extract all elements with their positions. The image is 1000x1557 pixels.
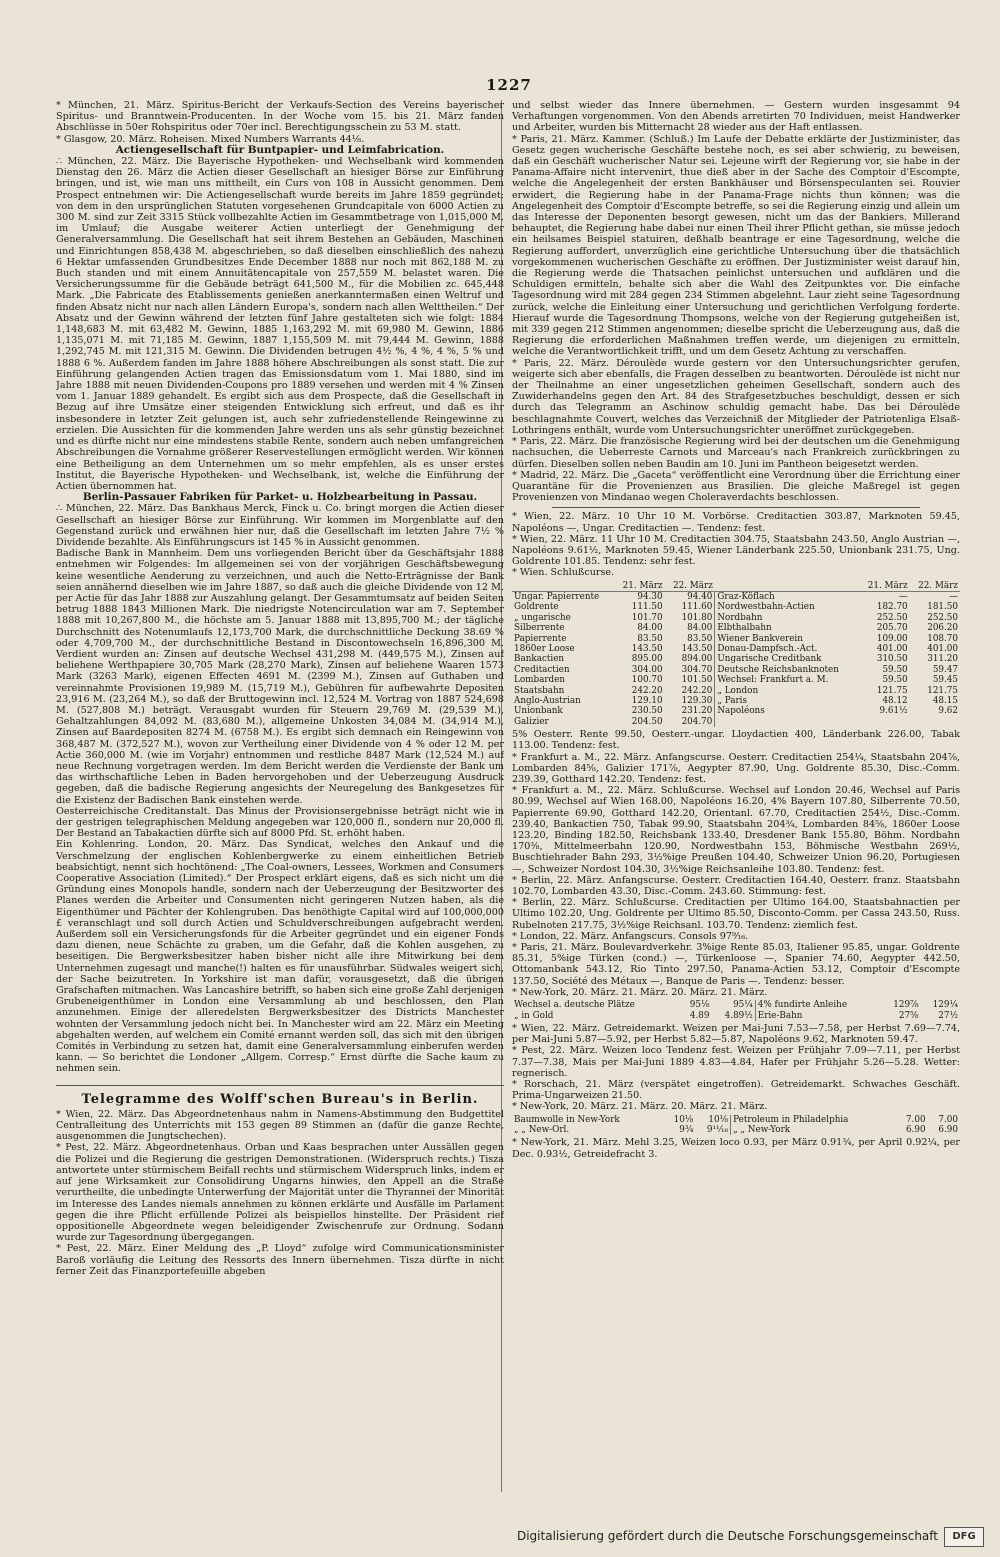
table-cell: 7.00: [905, 1114, 926, 1125]
footer: [0, 1515, 1000, 1551]
table-cell: Lombarden: [514, 675, 566, 686]
table-cell: 129⅞: [893, 1000, 919, 1011]
table-cell: Papierrente: [514, 633, 567, 644]
table-cell: Napoléons: [715, 706, 859, 716]
table-cell: 101.50: [681, 675, 713, 686]
table-cell: 111.60: [681, 602, 713, 613]
table-cell: 252.50: [876, 612, 908, 623]
article-paragraph: * Wien, 22. März. Getreidemarkt. Weizen per Mai-Juni 7.53—7.58, per Herbst 7.69—7.74, per Mai-Juni 5.87—5.92, per Herbst 5.82—5.87, Napoléons 9.62, Marknoten 59.47.: [512, 1022, 960, 1046]
table-cell: Creditactien: [514, 664, 570, 675]
table-cell: Anglo-Austrian: [514, 696, 581, 706]
article-paragraph: 5% Oesterr. Rente 99.50, Oesterr.-ungar. Lloydactien 400, Länderbank 226.00, Tabak 113.00. Tendenz: fest.: [512, 729, 960, 752]
table-cell: 401.00: [927, 643, 958, 654]
table-cell: [715, 717, 859, 727]
new-york-exchange-body: [512, 1000, 960, 1021]
table-cell: 27½: [938, 1010, 958, 1021]
table-cell: 129.10: [631, 696, 663, 706]
article-paragraph: Oesterreichische Creditanstalt. Das Minus der Provisionsergebnisse beträgt nicht wie in der gestrigen telegraphischen Meldung angegeben war 120,000 fl., sondern nur 20,000 fl. Der Bestand an Tabakactien dürfte sich auf 8000 Pfd. St. erhöht haben.: [56, 805, 504, 840]
table-cell: 304.00: [631, 664, 663, 675]
table-cell: 84.00: [687, 623, 713, 634]
article-paragraph: * Pest, 22. März. Abgeordnetenhaus. Orban und Kaas besprachen unter Aussällen gegen die Polizei und die Regierung die gestrigen Demonstrationen. (Widerspruch rechts.) Tisza antwortete unter stürmischem Beifall rechts und stürmischem Widerspruch links, indem er auf jene Wirksamkeit zur Consolidirung Ungarns hinwies, den Appell an die Straße verurtheilte, die unbedingte Unterwerfung der Majorität unter die Thyrannei der Minorität im Interesse des Landes niemals annehmen zu können erklärte und Ausfälle im Parlament gegen die ihre Pflicht erfüllende Polizei als beispiellos hinstellte. Der Präsident rief oppositionelle Abgeordnete wegen beleidigender Zwischenrufe zur Ordnung. Sodann wurde zur Tagesordnung übergegangen.: [56, 1142, 504, 1244]
table-cell: 10⅛: [708, 1114, 729, 1125]
article-paragraph: ∴ München, 22. März. Das Bankhaus Merck, Finck u. Co. bringt morgen die Actien dieser Gesellschaft an hiesiger Börse zur Einführung. Wir kommen im Morgenblatte auf den Gegenstand zurück und erwähnen hier nur, daß die Gesellschaft im letzten Jahre 7½ % Dividende bezahlte. Als Einführungscurs ist 145 % in Aussicht genommen.: [56, 503, 504, 548]
table-cell: 310.50: [876, 654, 908, 665]
table-cell: 9.61½: [879, 706, 908, 717]
table-cell: 109.00: [876, 633, 908, 644]
table-cell: 895.00: [631, 654, 663, 665]
article-paragraph: * Paris, 21. März. Boulevardverkehr. 3%ige Rente 85.03, Italiener 95.85, ungar. Goldrente 85.31, 5%ige Türken (cond.) —, Türkenloose —, Spanier 74.60, Aegypter 442.50, Ottomanbank 543.12, Rio Tinto 297.50, Panama-Actien 53.12, Comptoir d'Escompte 137.50, Société des Métaux —, Banque de Paris —. Tendenz: besser.: [512, 942, 960, 987]
table-cell: 401.00: [876, 643, 908, 654]
table-cell: 121.75: [876, 685, 908, 696]
table-cell: „ Paris: [715, 696, 859, 706]
table-row: [512, 644, 960, 654]
table-cell: 101.80: [681, 612, 713, 623]
article-paragraph: * Berlin, 22. März. Schlußcurse. Creditactien per Ultimo 164.00, Staatsbahnactien per Ultimo 102.20, Ung. Goldrente per Ultimo 85.50, Disconto-Comm. per Cassa 243.50, Russ. Rubelnoten 217.75, 3½%ige Reichsanl. 103.70. Tendenz: ziemlich fest.: [512, 897, 960, 931]
table-cell: —: [949, 591, 958, 602]
table-cell: 182.70: [876, 602, 908, 613]
table-cell: „ „ New-Orl.: [514, 1124, 570, 1135]
table-cell: 59.50: [882, 675, 908, 686]
table-cell: „ ungarische: [514, 612, 571, 623]
table-row: [512, 717, 960, 727]
article-paragraph: * Frankfurt a. M., 22. März. Anfangscurse. Oesterr. Creditactien 254¼, Staatsbahn 204⅞, Lombarden 84⅝, Galizier 171⅞, Aegypter 87.90, Ung. Goldrente 85.30, Disc.-Comm. 239.39, Gotthard 142.20. Tendenz: fest.: [512, 751, 960, 786]
table-row: [512, 665, 960, 675]
table-cell: Baumwolle in New-York: [514, 1114, 620, 1125]
table-cell: 894.00: [681, 654, 713, 665]
table-cell: [910, 717, 960, 727]
article-paragraph: Badische Bank in Mannheim. Dem uns vorliegenden Bericht über da Geschäftsjahr 1888 entnehmen wir Folgendes: Im allgemeinen sei von der vorjährigen Geschäftsbewegung keine wesentliche Aenderung zu verzeichnen, und auch die Netto-Erträgnisse der Bank seien annähernd dieselben wie im Jahre 1887, so daß auch die gleiche Dividende von 12 M. per Actie für das Jahr 1888 zur Auszahlung gelangt. Der Gesammtumsatz auf beiden Seiten betrug 1888 1843 Millionen Mark. Die niedrigste Notencirculation war am 7. September 1888 mit 10,267,800 M., die höchste am 5. Januar 1888 mit 13,895,700 M.; der tägliche Durchschnitt des Notenumlaufs 12,173,700 Mark, die durchschnittliche Deckung 38.69 % oder 4,709,700 M., der durchschnittliche Bestand in Discontowechseln 16,896,300 M. Verdient wurden an: Zinsen auf deutsche Wechsel 431,298 M. (449,575 M.), Zinsen auf beliehene Werthpapiere 30,705 Mark (28,270 Mark), Zinsen auf beliehene Waaren 1573 Mark (3263 Mark), eigenen Effecten 4691 M. (2399 M.), Zinsen auf Guthaben und vereinnahmte Provisionen 19,989 M. (15,719 M.), Gebühren für aufbewahrte Depositen 23,916 M. (23,264 M.), so daß der Bruttogewinn incl. 12,524 M. Vortrag von 1887 524,698 M. (527,808 M.) beträgt. Verausgabt wurden für Steuern 29,769 M. (29,539 M.), Gehaltzahlungen 84,092 M. (83,680 M.), allgemeine Unkosten 34,084 M. (34,914 M.), Zinsen auf Baardepositen 8274 M. (6758 M.). Es ergibt sich demnach ein Reingewinn von 368,487 M. (372,527 M.), wovon zur Vertheilung einer Dividende von 4 % oder 12 M. per Actie 360,000 M. (wie im Vorjahr) entnommen und restliche 8487 Mark (12,524 M.) auf neue Rechnung vorgetragen werden. Im dem Bericht werden die Verdienste der Bank um das wirthschaftliche Leben in Baden hervorgehoben und der Ueberzeugung Ausdruck gegeben, daß die badische Regierung angesichts der Neuregelung des Bankgesetzes für die Existenz der Badischen Bank einstehen werde.: [56, 548, 504, 806]
telegram-heading: Telegramme des Wolff'schen Bureau's in Berlin.: [56, 1085, 504, 1105]
article-paragraph: ∴ München, 22. März. Die Bayerische Hypotheken- und Wechselbank wird kommenden Dienstag den 26. März die Actien dieser Gesellschaft an hiesiger Börse zur Einführung bringen, und ist, wie man uns mittheilt, ein Curs von 108 in Aussicht genommen. Dem Prospect entnehmen wir: Die Actiengesellschaft wurde bereits im Jahre 1859 gegründet; von dem in den ursprünglichen Statuten vorgesehenen Grundcapitale von 6000 Actien zu 300 M. sind zur Zeit 3315 Stück vollbezahlte Actien im Gesammtbetrage von 1,015,000 M. im Umlauf; die Ausgabe weiterer Actien unterliegt der Genehmigung der Generalversammlung. Die Gesellschaft hat seit ihrem Bestehen an Gebäuden, Maschinen und Einrichtungen 858,438 M. abgeschrieben, so daß dieselben einschließlich des nahezu 6 Hektar umfassenden Grundbesitzes Ende December 1888 nur noch mit 862,188 M. zu Buch standen und mit einem Annuitätencapitale von 257,559 M. belastet waren. Die Versicherungssumme für die Gebäude beträgt 641,500 M., für die Mobilien zc. 645,448 Mark. „Die Fabricate des Etablissements genießen anerkanntermaßen einen Weltruf und finden Absatz nicht nur nach allen Ländern Europa's, sondern nach allen Welttheilen.“ Der Absatz und der Gewinn während der letzten fünf Jahre gestalteten sich wie folgt: 1884 1,148,683 M. mit 63,482 M. Gewinn, 1885 1,163,292 M. mit 69,980 M. Gewinn, 1886 1,135,071 M. mit 71,185 M. Gewinn, 1887 1,155,509 M. mit 79,444 M. Gewinn, 1888 1,292,745 M. mit 121,315 M. Gewinn. Die Dividenden betrugen 4½ %, 4 %, 4 %, 5 % und 1888 6 %. Außerdem fanden im Jahre 1888 höhere Abschreibungen als sonst statt. Die zur Einführung gelangenden Actien tragen das Emissionsdatum vom 1. Mai 1880, sind im Jahre 1888 mit neuen Dividenden-Coupons pro 1889 versehen und werden mit 4 % Zinsen vom 1. Januar 1889 gehandelt. Es ergibt sich aus dem Prospecte, daß die Gesellschaft in Bezug auf ihre Umsätze einer steigenden Entwicklung sich erfreut, und daß es ihr insbesondere in letzter Zeit gelungen ist, auch sehr zufriedenstellende Reingewinne zu erzielen. Die Aussichten für die kommenden Jahre werden uns als sehr günstig bezeichnet und es dürfte nicht nur eine mindestens stabile Rente, sondern auch neben umfangreichen Abschreibungen die Vornahme größerer Reservestellungen ermöglicht werden. Wir können eine Betheiligung an dem Unternehmen um so mehr empfehlen, als es unser erstes Institut, die Bayerische Hypotheken- und Wechselbank, ist, welche die Einführung der Actien übernommen hat.: [56, 156, 504, 492]
footer-credit: Digitalisierung gefördert durch die Deutsche Forschungsgemeinschaft: [516, 1529, 938, 1543]
table-cell: Elbthalbahn: [715, 623, 859, 633]
table-cell: 48.15: [932, 696, 958, 706]
article-paragraph: Ein Kohlenring. London, 20. März. Das Syndicat, welches den Ankauf und die Verschmelzung der englischen Kohlenbergwerke zu einem einheitlichen Betrieb beabsichtigt, nennt sich hochtönend: „The Coal-owners, Lessees, Workmen and Consumers Cooperative Association (Limited).“ Der Prospect erklärt eigens, daß es sich nicht um die Gründung eines Monopols handle, sondern nach der Ueberzeugung der Besitzworter des Planes werden die Arbeiter und Consumenten nicht geringeren Nutzen haben, als die Eigenthümer und Pächter der Kohlengruben. Das benöthigte Capital wird auf 100,000,000 £ veranschlagt und soll durch Actien und Schuldverschreibungen aufgebracht werden. Außerdem soll ein Versicherungsfonds für die Arbeiter gegründet und ein eigener Fonds dazu dienen, neue Schächte zu graben, um die Gefahr, daß die Kohlen ausgehen, zu beseitigen. Die Bergwerksbesitzer haben bisher nicht alle ihre Mitwirkung bei dem Unternehmen zugesagt und manche(!) halten es für unausführbar. Südwales weigert sich, der Sache beizutreten. In Yorkshire ist man dafür, vorausgesetzt, daß die übrigen Grafschaften mitmachen. Was Lancashire betrifft, so haben sich eine große Zahl derjenigen Grubeneigenthümer in London eine Versammlung ab und beschlossen, den Plan anzunehmen. Einige der alleredelsten Bergwerksbesitzer des Districts Manchester wohnten der Versammlung jedoch nicht bei. In Manchester wird am 22. März ein Meeting abgehalten werden, auf welchem ein Comité ernannt werden soll, das sich mit den übrigen Comités in Verbindung zu setzen hat, damit eine Generalversammlung einberufen werden kann. — So berichtet die Londoner „Allgem. Corresp.“ Ernst dürfte die Sache kaum zu nehmen sein.: [56, 839, 504, 1075]
table-cell: 27⅝: [898, 1010, 919, 1021]
table-cell: Galizier: [514, 716, 549, 727]
table-cell: 204.50: [631, 716, 663, 727]
table-cell: 59.50: [882, 664, 908, 675]
table-cell: Ungarische Creditbank: [715, 654, 859, 664]
table-cell: 84.00: [637, 623, 663, 634]
table-cell: 129¼: [932, 1000, 958, 1011]
table-cell: —: [898, 591, 908, 602]
table-cell: Graz-Köflach: [715, 591, 859, 602]
article-paragraph: * Madrid, 22. März. Die „Gaceta“ veröffentlicht eine Verordnung über die Errichtung einer Quarantäne für die Provenienzen aus Brasilien. Die gleiche Maßregel ist gegen Provenienzen von Mindanao wegen Choleraverdachts beschlossen.: [512, 469, 960, 504]
table-row: [512, 613, 960, 623]
article-paragraph: * London, 22. März. Anfangscurs. Consols 97⁹⁄₁₆.: [512, 930, 749, 942]
page-number: 1227: [486, 76, 532, 94]
table-row: [512, 654, 960, 664]
table-cell: 48.12: [882, 696, 908, 706]
table-cell: 143.50: [681, 643, 713, 654]
right-column: [512, 100, 960, 1492]
table-header: 21. März: [859, 581, 909, 592]
table-header: 22. März: [910, 581, 960, 592]
table-cell: 111.50: [631, 602, 663, 613]
table-cell: 230.50: [631, 706, 663, 717]
article-paragraph: * New-York, 21. März. Mehl 3.25, Weizen loco 0.93, per März 0.91¾, per April 0.92¼, per Dec. 0.93½, Getreidefracht 3.: [512, 1137, 960, 1160]
article-paragraph: * München, 21. März. Spiritus-Bericht der Verkaufs-Section des Vereins bayerischer Spiritus- und Branntwein-Producenten. In der Woche vom 15. bis 21. März fanden Abschlüsse in 50er Rohspiritus oder 70er incl. Berechtigungsschein zu 53 M. statt.: [56, 100, 504, 134]
table-cell: 94.40: [687, 591, 713, 602]
table-cell: Donau-Dampfsch.-Act.: [715, 644, 859, 654]
article-paragraph: * New-York, 20. März. 21. März. 20. März. 21. März.: [512, 986, 768, 998]
left-column: [56, 100, 504, 1492]
table-cell: 59.45: [932, 675, 958, 686]
table-cell: 9¾: [679, 1124, 694, 1135]
table-cell: 121.75: [927, 685, 958, 696]
article-paragraph: * Paris, 22. März. Die französische Regierung wird bei der deutschen um die Genehmigung nachsuchen, die Ueberreste Carnots und Marceau's nach Frankreich zurückbringen zu dürfen. Dieselben sollen neben Baudin am 10. Juni im Pantheon beigesetzt werden.: [512, 436, 960, 470]
table-cell: Nordwestbahn-Actien: [715, 602, 859, 612]
article-paragraph: * Wien, 22. März. 11 Uhr 10 M. Creditactien 304.75, Staatsbahn 243.50, Anglo Austrian —, Napoléons 9.61½, Marknoten 59.45, Wiener Länderbank 225.50, Unionbank 231.75, Ung. Goldrente 101.85. Tendenz: sehr fest.: [512, 533, 960, 568]
table-row: [512, 706, 960, 716]
new-york-cotton-petroleum-table: [512, 1115, 960, 1136]
section-heading: Actiengesellschaft für Buntpapier- und Leimfabrication.: [115, 143, 445, 156]
article-paragraph: * Pest, 22. März. Einer Meldung des „P. Lloyd“ zufolge wird Communicationsminister Baroß vorläufig die Leitung des Ressorts des Innern übernehmen. Tisza dürfte in nicht ferner Zeit das Finanzportefeuille abgeben: [56, 1243, 504, 1277]
table-cell: Deutsche Reichsbanknoten: [715, 665, 859, 675]
table-cell: 205.70: [876, 623, 908, 634]
vienna-closing-prices-table: [512, 581, 960, 728]
table-cell: Erie-Bahn: [755, 1011, 881, 1021]
table-cell: 101.70: [631, 612, 663, 623]
right-column-articles-top: [512, 100, 960, 579]
table-cell: Bankactien: [514, 654, 565, 665]
table-cell: 100.70: [631, 675, 663, 686]
right-column-articles-middle: [512, 729, 960, 998]
table-cell: 129.30: [681, 696, 713, 706]
table-cell: 206.20: [927, 623, 958, 634]
table-cell: 242.20: [631, 685, 663, 696]
article-paragraph: * Paris, 21. März. Kammer. (Schluß.) Im Laufe der Debatte erklärte der Justizminister, das Gesetz gegen wucherische Geschäfte bestehe noch, es sei aber schwierig, zu beweisen, daß ein Geschäft wucherischer Natur sei. Lejeune wirft der Regierung vor, sie habe in der Panama-Affaire nicht intervenirt, thue dieß aber in der Sache des Comptoir d'Escompte, welche die Angelegenheit der ersten Bankhäuser und Börsenspeculanten sei. Rouvier erwidert, die Regierung habe in der Panama-Frage nichts thun können; was die Angelegenheit des Comptoir d'Escompte betreffe, so sei die Regierung einzig und allein um das Interesse der Deponenten besorgt gewesen, nicht um das der Bankiers. Millerand behauptet, die Regierung habe dabei nur einen Theil ihrer Pflicht gethan, sie müsse jedoch ein heilsames Beispiel statuiren, deßhalb beantrage er eine Tagesordnung, welche die Regierung auffordert, unverzüglich eine gerichtliche Untersuchung über die thatsächlich vorgekommenen wucherischen Geschäfte zu eröffnen. Der Justizminister weist darauf hin, die Regierung werde die Thatsachen peinlichst untersuchen und aufklären und die Schuldigen ermitteln, behalte sich aber die Wahl des Zeitpunktes vor. Die einfache Tagesordnung wird mit 284 gegen 234 Stimmen abgelehnt. Laur zieht seine Tagesordnung zurück, welche die Einleitung einer Untersuchung und gerichtlichen Verfolgung forderte. Hierauf wurde die Tagesordnung Thompsons, welche von der Regierung gutgeheißen ist, mit 339 gegen 212 Stimmen angenommen; dieselbe spricht die Ueberzeugung aus, daß die Regierung die erforderlichen Maßnahmen treffen werde, um diejenigen zu ermitteln, welche die Verantwortlichkeit trifft, und um dem Gesetz Achtung zu verschaffen.: [512, 133, 960, 358]
table-row: [512, 602, 960, 612]
table-row: [512, 623, 960, 633]
table-cell: 1860er Loose: [514, 643, 575, 654]
right-column-articles-bottom: [512, 1137, 960, 1159]
table-cell: 304.70: [681, 664, 713, 675]
article-paragraph: * Frankfurt a. M., 22. März. Schlußcurse. Wechsel auf London 20.46, Wechsel auf Paris 80.99, Wechsel auf Wien 168.00, Napoléons 16.20, 4% Bayern 107.80, Silberrente 70.50, Papierrente 69.90, Gotthard 142.20, Orientanl. 67.70, Creditactien 254½, Disc.-Comm. 239.40, Bankactien 750, Tabak 99.90, Staatsbahn 204¾, Lombarden 84⅝, 1860er Loose 123.20, Binding 182.50, Reichsbank 133.40, Dresdener Bank 155.80, Böhm. Nordbahn 170⅜, Mittelmeerbahn 120.90, Nordwestbahn 153, Böhmische Westbahn 269½, Buschtiehrader Bahn 293, 3½%ige Preußen 104.40, Schweizer Union 96.20, Portugiesen —, Schweizer Nordost 104.30, 3½%ige Reichsanleihe 103.80. Tendenz: fest.: [512, 785, 960, 875]
left-column-articles: [56, 100, 504, 1277]
table-row: [512, 1000, 960, 1010]
table-cell: 6.90: [938, 1124, 958, 1135]
table-cell: 9.62: [938, 706, 958, 717]
table-cell: Wechsel: Frankfurt a. M.: [715, 675, 859, 685]
table-cell: 95¼: [733, 1000, 753, 1011]
article-paragraph: * Rorschach, 21. März (verspätet eingetroffen). Getreidemarkt. Schwaches Geschäft. Prima-Ungarweizen 21.50.: [512, 1078, 960, 1102]
table-row: [512, 686, 960, 696]
divider: [552, 507, 920, 508]
table-cell: 4.89: [689, 1010, 710, 1021]
table-cell: „ in Gold: [514, 1010, 554, 1021]
table-row: [512, 1115, 960, 1125]
table-row: [512, 1125, 960, 1135]
table-cell: 10⅛: [673, 1114, 694, 1125]
article-paragraph: * Paris, 22. März. Déroulède wurde gestern vor den Untersuchungsrichter gerufen, weigerte sich aber ebenfalls, die Fragen desselben zu beantworten. Déroulède ist nicht nur der Theilnahme an einer ungesetzlichen geheimen Gesellschaft, sondern auch des Zuwiderhandelns gegen den Art. 84 des Strafgesetzbuches beschuldigt, dessen er sich durch das Telegramm an Aschinow schuldig gemacht habe. Das bei Déroulède beschlagnahmte Couvert, welches das Verzeichniß der Mitglieder der Patriotenliga Elsaß-Lothringens enthält, wurde vom Untersuchungsrichter uneröffnet zurückgegeben.: [512, 357, 960, 436]
table-cell: Wechsel a. deutsche Plätze: [514, 1000, 635, 1011]
article-paragraph: * Berlin, 22. März. Anfangscurse. Oesterr. Creditactien 164.40, Oesterr. franz. Staatsbahn 102.70, Lombarden 43.30, Disc.-Comm. 243.60. Stimmung: fest.: [512, 874, 960, 898]
article-paragraph: * Wien, 22. März. 10 Uhr 10 M. Vorbörse. Creditactien 303.87, Marknoten 59.45, Napoléons —, Ungar. Creditactien —. Tendenz: fest.: [512, 511, 960, 534]
table-cell: 7.00: [938, 1114, 958, 1125]
table-cell: Goldrente: [514, 602, 559, 613]
article-paragraph: * Pest, 22. März. Weizen loco Tendenz fest. Weizen per Frühjahr 7.09—7.11, per Herbst 7.37—7.38, Mais per Mai-Juni 1889 4.83—4.84, Hafer per Frühjahr 5.26—5.28. Wetter: regnerisch.: [512, 1045, 960, 1079]
table-cell: 108.70: [927, 633, 958, 644]
table-cell: Silberrente: [514, 623, 565, 634]
table-row: [512, 1011, 960, 1021]
table-row: [512, 675, 960, 685]
table-cell: „ London: [715, 686, 859, 696]
article-paragraph: * Wien, 22. März. Das Abgeordnetenhaus nahm in Namens-Abstimmung den Budgettitel Centralleitung des Unterrichts mit 153 gegen 89 Stimmen an (dafür die ganze Rechte, ausgenommen die Jungtschechen).: [56, 1108, 504, 1143]
new-york-exchange-table: [512, 1000, 960, 1021]
table-cell: 204.70: [681, 716, 713, 727]
dfg-logo: DFG: [944, 1527, 984, 1547]
table-cell: [859, 717, 909, 727]
table-cell: Petroleum in Philadelphia: [731, 1115, 896, 1125]
table-cell: 143.50: [631, 643, 663, 654]
table-cell: 4% fundirte Anleihe: [755, 1000, 881, 1010]
table-cell: 4.89½: [724, 1010, 753, 1021]
table-header-row: [512, 581, 960, 592]
table-cell: 94.30: [637, 591, 663, 602]
article-paragraph: * New-York, 20. März. 21. März. 20. März. 21. März.: [512, 1101, 768, 1113]
article-paragraph: und selbst wieder das Innere übernehmen. — Gestern wurden insgesammt 94 Verhaftungen vorgenommen. Von den Abends arretirten 70 Individuen, meist Handwerker und Arbeiter, wurden bis Mitternacht 28 wieder aus der Haft entlassen.: [512, 100, 960, 134]
table-header: 22. März: [665, 581, 715, 592]
newspaper-page: [44, 66, 974, 1491]
table-cell: Wiener Bankverein: [715, 634, 859, 644]
table-row: [512, 696, 960, 706]
table-cell: Unionbank: [514, 706, 563, 717]
table-cell: 9¹¹⁄₁₆: [706, 1124, 729, 1135]
table-cell: 59.47: [932, 664, 958, 675]
table-cell: Ungar. Papierrente: [514, 591, 600, 602]
article-paragraph: * Wien. Schlußcurse.: [512, 567, 615, 579]
table-cell: Staatsbahn: [514, 685, 565, 696]
new-york-cotton-petroleum-body: [512, 1115, 960, 1136]
table-cell: 83.50: [687, 633, 713, 644]
table-cell: 242.20: [681, 685, 713, 696]
table-cell: 83.50: [637, 633, 663, 644]
table-cell: 231.20: [681, 706, 713, 717]
section-heading: Berlin-Passauer Fabriken für Parket- u. Holzbearbeitung in Passau.: [82, 491, 478, 504]
table-row: [512, 634, 960, 644]
table-row: [512, 591, 960, 602]
table-cell: Nordbahn: [715, 613, 859, 623]
vienna-table-body: [512, 591, 960, 727]
table-header: 21. März: [614, 581, 664, 592]
table-cell: 95⅛: [689, 1000, 710, 1011]
table-cell: 6.90: [905, 1124, 926, 1135]
table-cell: „ „ New-York: [731, 1125, 896, 1135]
table-cell: 311.20: [927, 654, 958, 665]
table-cell: 181.50: [927, 602, 958, 613]
right-column-articles-lower: [512, 1023, 960, 1113]
table-cell: 252.50: [927, 612, 958, 623]
article-paragraph: * Glasgow, 20. März. Roheisen. Mixed Numbers Warrants 44⅛.: [56, 133, 365, 145]
